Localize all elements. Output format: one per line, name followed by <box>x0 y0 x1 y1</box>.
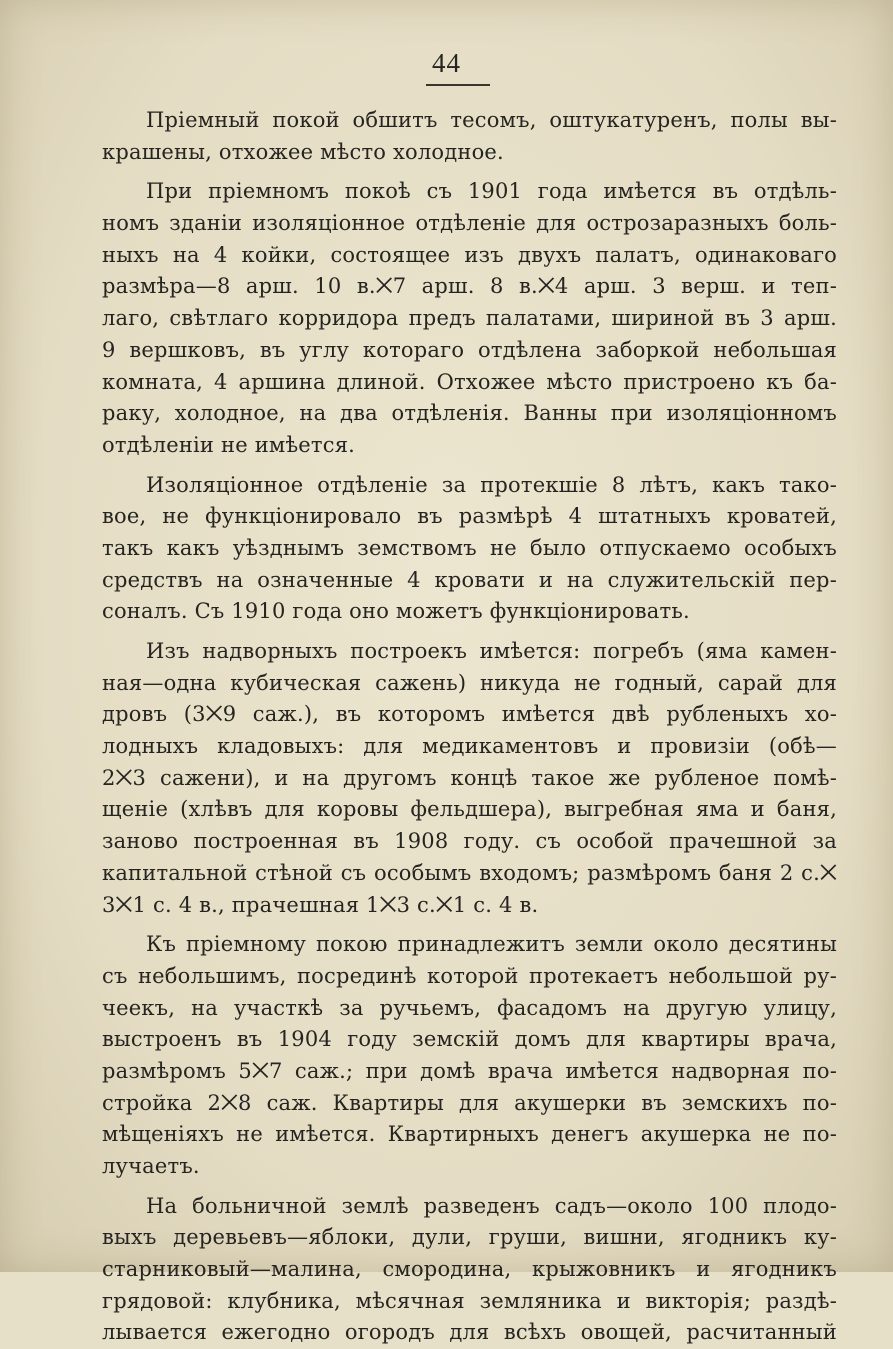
text-line: грядовой: клубника, мѣсячная земляника и викторія; раздѣ- <box>102 1288 837 1313</box>
paragraph <box>102 1191 837 1349</box>
page-body-text <box>102 105 837 1349</box>
text-line: ная—одна кубическая сажень) никуда не годный, сарай для <box>102 670 837 695</box>
paragraph <box>102 636 837 921</box>
page-number: 44 <box>432 48 461 78</box>
text-line: Изъ надворныхъ построекъ имѣется: погребъ (яма камен- <box>146 639 837 663</box>
text-line: чеекъ, на участкѣ за ручьемъ, фасадомъ на другую улицу, <box>102 995 837 1020</box>
text-line: лучаетъ. <box>102 1154 200 1178</box>
text-line: отдѣленіи не имѣется. <box>102 432 356 457</box>
text-line: размѣра—8 арш. 10 в.⨉7 арш. 8 в.⨉4 арш. 3 верш. и теп- <box>102 274 837 299</box>
text-line: стройка 2⨉8 саж. Квартиры для акушерки въ земскихъ по- <box>102 1090 837 1115</box>
text-line: заново построенная въ 1908 году. съ особой прачешной за <box>102 829 837 854</box>
text-line: ныхъ на 4 койки, состоящее изъ двухъ палатъ, одинаковаго <box>102 242 837 267</box>
text-line: выхъ деревьевъ—яблоки, дули, груши, вишни, ягодникъ ку- <box>102 1225 837 1250</box>
text-line: средствъ на означенные 4 кровати и на служительскій пер- <box>102 567 837 592</box>
text-line: комната, 4 аршина длиной. Отхожее мѣсто пристроено къ ба- <box>102 369 837 394</box>
text-line: 3⨉1 с. 4 в., прачешная 1⨉3 с.⨉1 с. 4 в. <box>102 892 539 917</box>
text-line: 9 вершковъ, въ углу котораго отдѣлена заборкой небольшая <box>102 337 837 362</box>
paragraph <box>102 176 837 461</box>
text-line: На больничной землѣ разведенъ садъ—около 100 плодо- <box>146 1193 837 1218</box>
text-line: раку, холодное, на два отдѣленія. Ванны при изоляціонномъ <box>102 401 837 426</box>
text-line: Изоляціонное отдѣленіе за протекшіе 8 лѣтъ, какъ тако- <box>146 472 837 497</box>
text-line: вое, не функціонировало въ размѣрѣ 4 штатныхъ кроватей, <box>102 504 837 529</box>
text-line: лодныхъ кладовыхъ: для медикаментовъ и провизіи (обѣ— <box>102 734 837 759</box>
text-line: съ небольшимъ, посрединѣ которой протекаетъ небольшой ру- <box>102 963 837 988</box>
paragraph <box>102 470 837 628</box>
text-line: соналъ. Съ 1910 года оно можетъ функціонировать. <box>102 599 690 624</box>
text-line: такъ какъ уѣзднымъ земствомъ не было отпускаемо особыхъ <box>102 535 837 560</box>
text-line: размѣромъ 5⨉7 саж.; при домѣ врача имѣется надворная по- <box>102 1058 837 1083</box>
text-line: При пріемномъ покоѣ съ 1901 года имѣется въ отдѣль- <box>146 179 837 204</box>
text-line: щеніе (хлѣвъ для коровы фельдшера), выгребная яма и баня, <box>102 797 837 822</box>
text-line: выстроенъ въ 1904 году земскій домъ для квартиры врача, <box>102 1027 837 1052</box>
text-line: лывается ежегодно огородъ для всѣхъ овощей, расчитанный <box>102 1320 837 1345</box>
text-line: Пріемный покой обшитъ тесомъ, оштукатуренъ, полы вы- <box>146 108 837 132</box>
page-number-rule <box>426 84 490 86</box>
paragraph <box>102 929 837 1183</box>
text-line: лаго, свѣтлаго корридора предъ палатами, шириной въ 3 арш. <box>102 306 837 331</box>
text-line: крашены, отхожее мѣсто холодное. <box>102 139 504 164</box>
text-line: капитальной стѣной съ особымъ входомъ; размѣромъ баня 2 с.⨉ <box>102 860 837 885</box>
text-line: старниковый—малина, смородина, крыжовникъ и ягодникъ <box>102 1257 837 1282</box>
text-line: номъ зданіи изоляціонное отдѣленіе для острозаразныхъ боль- <box>102 211 837 236</box>
text-line: 2⨉3 сажени), и на другомъ концѣ такое же рубленое помѣ- <box>102 765 837 790</box>
paragraph <box>102 105 837 168</box>
text-line: Къ пріемному покою принадлежитъ земли около десятины <box>146 932 837 957</box>
text-line: дровъ (3⨉9 саж.), въ которомъ имѣется двѣ рубленыхъ хо- <box>102 702 837 727</box>
text-line: мѣщеніяхъ не имѣется. Квартирныхъ денегъ акушерка не по- <box>102 1122 837 1147</box>
